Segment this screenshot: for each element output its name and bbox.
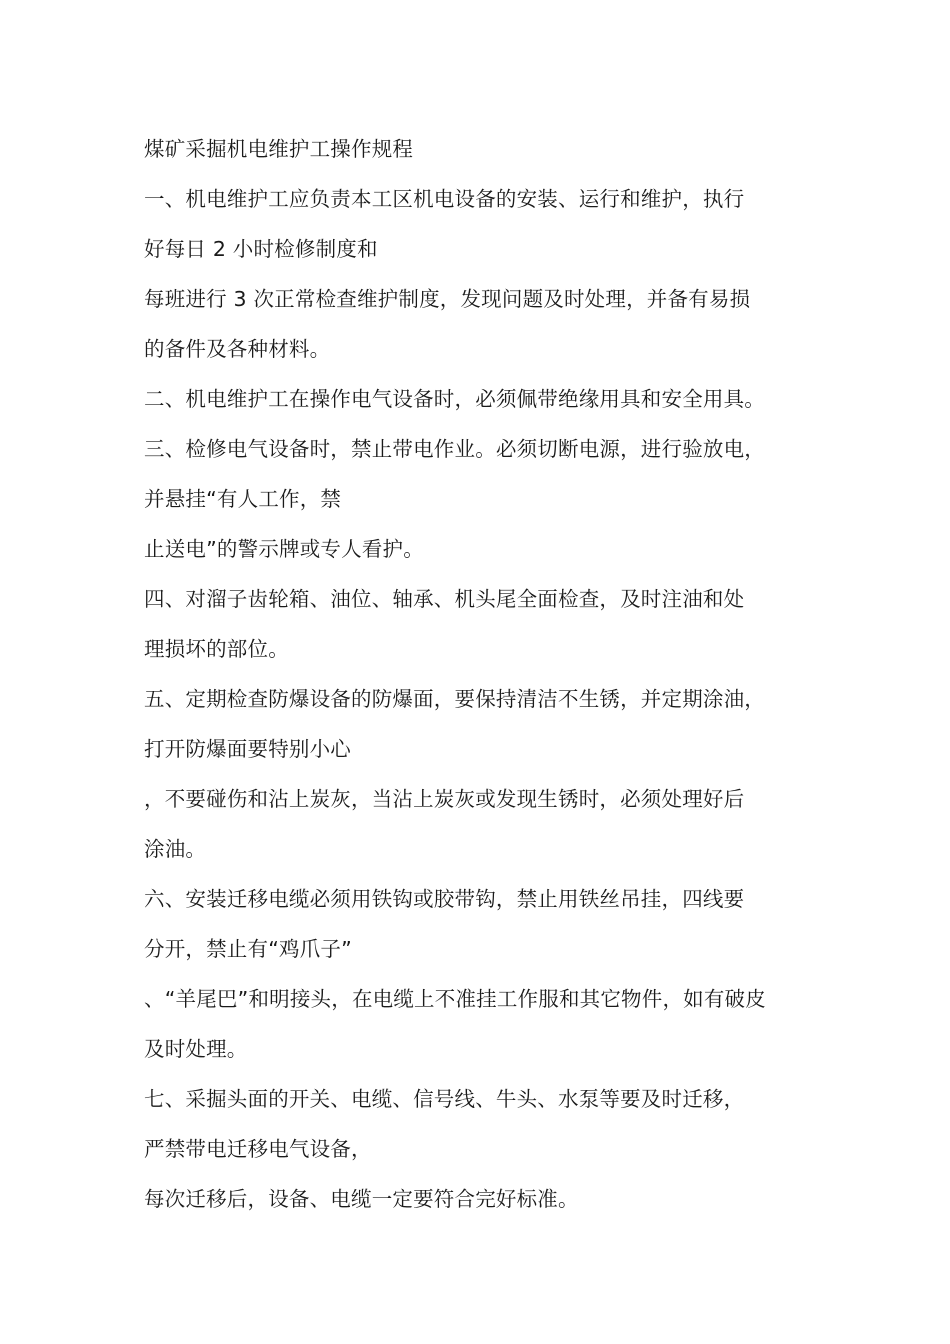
text-line: ，不要碰伤和沾上炭灰，当沾上炭灰或发现生锈时，必须处理好后 [144, 787, 745, 811]
document-body [144, 124, 844, 1224]
text-line: 、“羊尾巴”和明接头，在电缆上不准挂工作服和其它物件，如有破皮 [144, 987, 766, 1011]
text-line: 六、安装迁移电缆必须用铁钩或胶带钩，禁止用铁丝吊挂，四线要 [144, 887, 745, 911]
text-line: 涂油。 [144, 837, 207, 861]
text-line: 每次迁移后，设备、电缆一定要符合完好标准。 [144, 1187, 579, 1211]
text-line: 及时处理。 [144, 1037, 248, 1061]
text-line: 并悬挂“有人工作，禁 [144, 487, 342, 511]
text-line: 好每日 2 小时检修制度和 [144, 237, 378, 261]
document-title: 煤矿采掘机电维护工操作规程 [144, 137, 414, 161]
text-line: 的备件及各种材料。 [144, 337, 331, 361]
text-line: 四、对溜子齿轮箱、油位、轴承、机头尾全面检查，及时注油和处 [144, 587, 745, 611]
text-line: 分开，禁止有“鸡爪子” [144, 937, 352, 961]
text-line: 理损坏的部位。 [144, 637, 289, 661]
text-line: 二、机电维护工在操作电气设备时，必须佩带绝缘用具和安全用具。 [144, 387, 765, 411]
text-line: 一、机电维护工应负责本工区机电设备的安装、运行和维护，执行 [144, 187, 745, 211]
text-line: 每班进行 3 次正常检查维护制度，发现问题及时处理，并备有易损 [144, 287, 751, 311]
text-line: 打开防爆面要特别小心 [144, 737, 351, 761]
text-line: 止送电”的警示牌或专人看护。 [144, 537, 424, 561]
text-line: 七、采掘头面的开关、电缆、信号线、牛头、水泵等要及时迁移， [144, 1087, 745, 1111]
text-line: 严禁带电迁移电气设备， [144, 1137, 372, 1161]
text-line: 三、检修电气设备时，禁止带电作业。必须切断电源，进行验放电， [144, 437, 765, 461]
text-line: 五、定期检查防爆设备的防爆面，要保持清洁不生锈，并定期涂油， [144, 687, 765, 711]
